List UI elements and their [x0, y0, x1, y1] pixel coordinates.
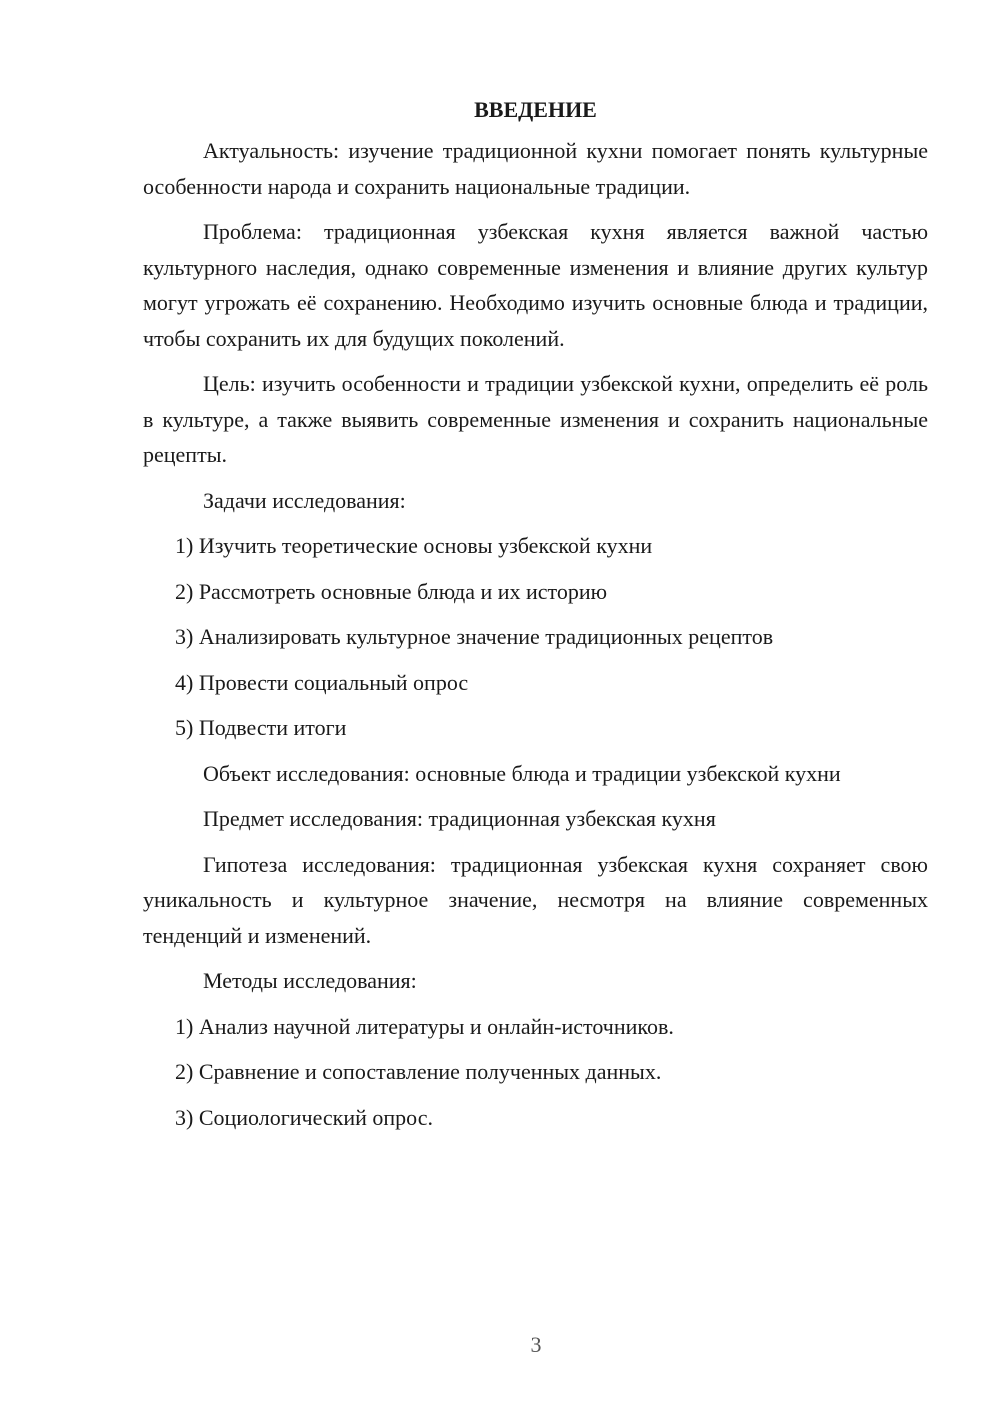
problem-paragraph: Проблема: традиционная узбекская кухня является важной частью культурного наследия, однако современные изменения и влияние других культур могут угрожать её сохранению. Необходимо изучить основные блюда и традиции, чтобы сохранить их для будущих поколений. — [143, 219, 928, 351]
hypothesis-paragraph: Гипотеза исследования: традиционная узбекская кухня сохраняет свою уникальность и культурное значение, несмотря на влияние современных тенденций и изменений. — [143, 851, 928, 948]
object-line: Объект исследования: основные блюда и традиции узбекской кухни — [203, 760, 841, 786]
tasks-list — [143, 528, 928, 746]
methods-heading: Методы исследования: — [203, 968, 417, 993]
subject-line: Предмет исследования: традиционная узбекская кухня — [203, 806, 716, 831]
relevance-paragraph: Актуальность: изучение традиционной кухни помогает понять культурные особенности народа и сохранить национальные традиции. — [143, 138, 928, 199]
list-item: 5) Подвести итоги — [175, 715, 347, 740]
list-item: 3) Анализировать культурное значение традиционных рецептов — [175, 624, 774, 649]
list-item: 3) Социологический опрос. — [175, 1104, 433, 1130]
page-content — [143, 92, 928, 1145]
list-item: 2) Рассмотреть основные блюда и их историю — [175, 578, 608, 604]
list-item: 4) Провести социальный опрос — [175, 669, 469, 695]
list-item: 1) Изучить теоретические основы узбекской кухни — [175, 533, 653, 558]
methods-list — [143, 1009, 928, 1136]
page-title: ВВЕДЕНИЕ — [474, 97, 597, 122]
list-item: 2) Сравнение и сопоставление полученных данных. — [175, 1059, 662, 1084]
tasks-heading: Задачи исследования: — [203, 487, 406, 513]
goal-paragraph: Цель: изучить особенности и традиции узбекской кухни, определить её роль в культуре, а также выявить современные изменения и сохранить национальные рецепты. — [143, 371, 928, 467]
page-number: 3 — [530, 1332, 542, 1357]
list-item: 1) Анализ научной литературы и онлайн-источников. — [175, 1013, 674, 1039]
